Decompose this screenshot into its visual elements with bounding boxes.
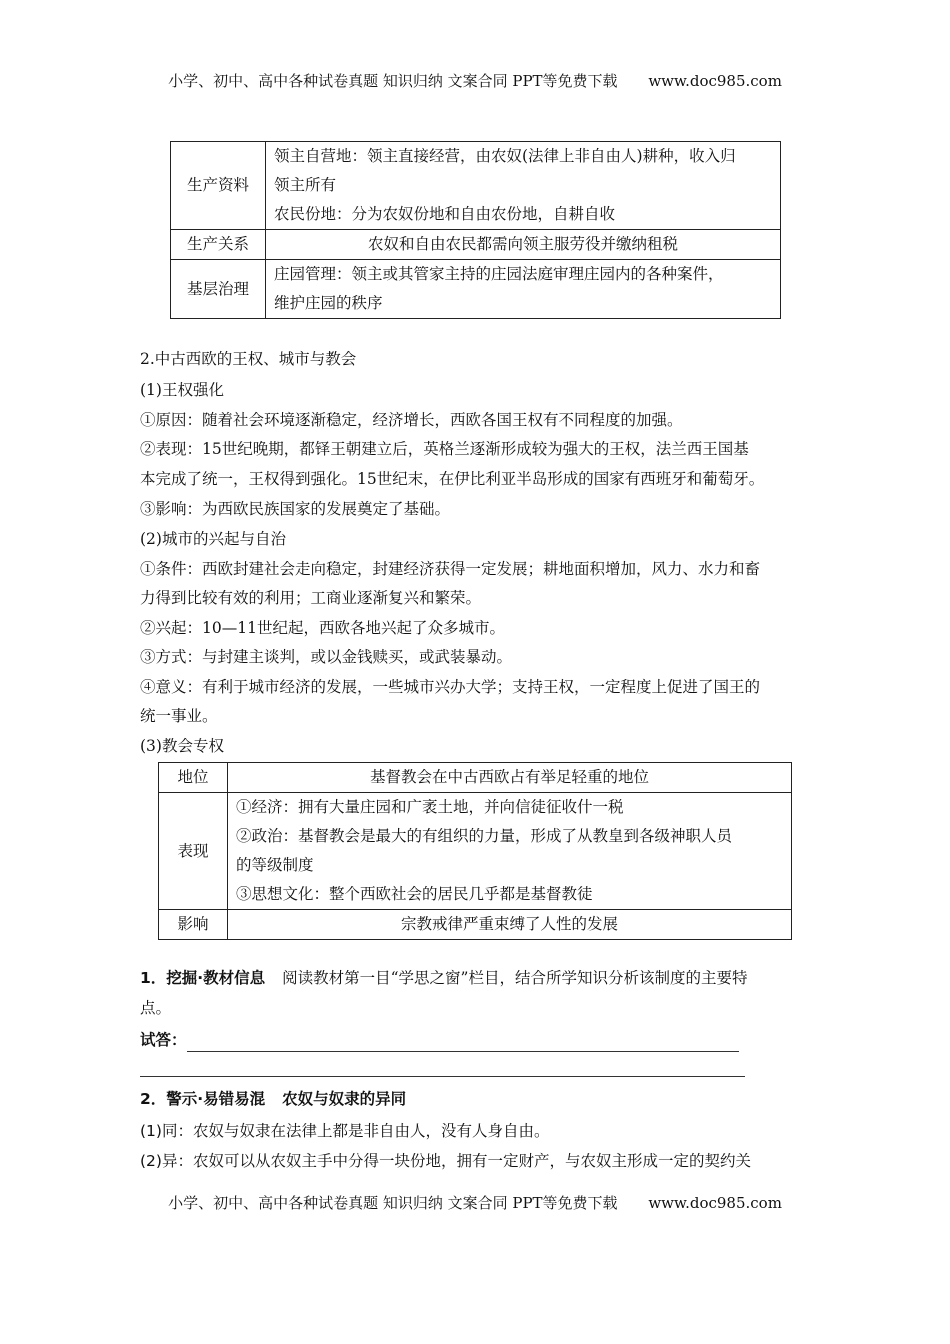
question-2-subtitle: 农奴与奴隶的异同 xyxy=(282,1090,407,1108)
table2-cell-impact: 宗教戒律严重束缚了人性的发展 xyxy=(228,910,792,940)
text-line: ②兴起：10—11世纪起，西欧各地兴起了众多城市。 xyxy=(140,619,505,637)
question-2-title: 2．警示·易错易混 xyxy=(140,1090,266,1108)
text-line: 力得到比较有效的利用；工商业逐渐复兴和繁荣。 xyxy=(140,589,482,607)
text-line: ④意义：有利于城市经济的发展，一些城市兴办大学；支持王权，一定程度上促进了国王的 xyxy=(140,678,761,696)
answer-input-line[interactable] xyxy=(187,1035,739,1052)
table2-r2-line4: ③思想文化：整个西欧社会的居民几乎都是基督教徒 xyxy=(236,885,593,903)
text-line: ③方式：与封建主谈判，或以金钱赎买，或武装暴动。 xyxy=(140,648,513,666)
subsection-cities: (2)城市的兴起与自治 xyxy=(140,530,286,548)
question-1-text-cont: 点。 xyxy=(140,999,172,1017)
table1-cell-production-means xyxy=(266,142,781,230)
question-1-text: 阅读教材第一目“学思之窗”栏目，结合所学知识分析该制度的主要特 xyxy=(282,969,748,987)
text-line: 本完成了统一，王权得到强化。15世纪末，在伊比利亚半岛形成的国家有西班牙和葡萄牙。 xyxy=(140,470,765,488)
header-site[interactable]: www.doc985.com xyxy=(648,72,782,90)
table2-r2-line3: 的等级制度 xyxy=(236,856,314,874)
page-header xyxy=(0,70,950,91)
table1-cell-production-relation: 农奴和自由农民都需向领主服劳役并缴纳租税 xyxy=(266,230,781,260)
answer-row xyxy=(140,1028,820,1052)
text-line: ①原因：随着社会环境逐渐稳定，经济增长，西欧各国王权有不同程度的加强。 xyxy=(140,411,683,429)
table1-r1-line1: 领主自营地：领主直接经营，由农奴(法律上非自由人)耕种，收入归 xyxy=(274,147,736,165)
table2-cell-manifestation xyxy=(228,793,792,910)
answer-label: 试答： xyxy=(140,1031,187,1049)
table1-label-production-means: 生产资料 xyxy=(171,142,266,230)
table1-label-governance: 基层治理 xyxy=(171,260,266,319)
table1-r3-line2: 维护庄园的秩序 xyxy=(274,294,383,312)
footer-site[interactable]: www.doc985.com xyxy=(648,1194,782,1212)
header-text: 小学、初中、高中各种试卷真题 知识归纳 文案合同 PPT等免费下载 xyxy=(168,72,618,90)
table1-r1-line3: 农民份地：分为农奴份地和自由农份地，自耕自收 xyxy=(274,205,616,223)
section-heading: 2.中古西欧的王权、城市与教会 xyxy=(140,350,357,368)
answer-input-line-2[interactable] xyxy=(140,1076,745,1077)
table2-r2-line1: ①经济：拥有大量庄园和广袤土地，并向信徒征收什一税 xyxy=(236,798,624,816)
question-1-title: 1．挖掘·教材信息 xyxy=(140,969,266,987)
table2-r2-line2: ②政治：基督教会是最大的有组织的力量，形成了从教皇到各级神职人员 xyxy=(236,827,733,845)
footer-text: 小学、初中、高中各种试卷真题 知识归纳 文案合同 PPT等免费下载 xyxy=(168,1194,618,1212)
table1-label-production-relation: 生产关系 xyxy=(171,230,266,260)
subsection-church: (3)教会专权 xyxy=(140,737,224,755)
table2-label-status: 地位 xyxy=(159,763,228,793)
question-1 xyxy=(140,966,820,990)
text-line: 统一事业。 xyxy=(140,707,218,725)
table2-label-manifestation: 表现 xyxy=(159,793,228,910)
question-2 xyxy=(140,1087,820,1111)
difference-points: (2)异：农奴可以从农奴主手中分得一块份地，拥有一定财产，与农奴主形成一定的契约关 xyxy=(140,1152,751,1170)
table2-label-impact: 影响 xyxy=(159,910,228,940)
church-table xyxy=(158,762,792,940)
text-line: ②表现：15世纪晚期，都铎王朝建立后，英格兰逐渐形成较为强大的王权，法兰西王国基 xyxy=(140,440,749,458)
same-points: (1)同：农奴与奴隶在法律上都是非自由人，没有人身自由。 xyxy=(140,1122,550,1140)
table1-r3-line1: 庄园管理：领主或其管家主持的庄园法庭审理庄园内的各种案件， xyxy=(274,265,724,283)
subsection-kingship: (1)王权强化 xyxy=(140,381,224,399)
page-footer xyxy=(0,1192,950,1213)
text-line: ①条件：西欧封建社会走向稳定，封建经济获得一定发展；耕地面积增加，风力、水力和畜 xyxy=(140,560,761,578)
table1-r1-line2: 领主所有 xyxy=(274,176,337,194)
text-line: ③影响：为西欧民族国家的发展奠定了基础。 xyxy=(140,500,451,518)
table1-cell-governance xyxy=(266,260,781,319)
manor-table xyxy=(170,141,781,319)
table2-cell-status: 基督教会在中古西欧占有举足轻重的地位 xyxy=(228,763,792,793)
